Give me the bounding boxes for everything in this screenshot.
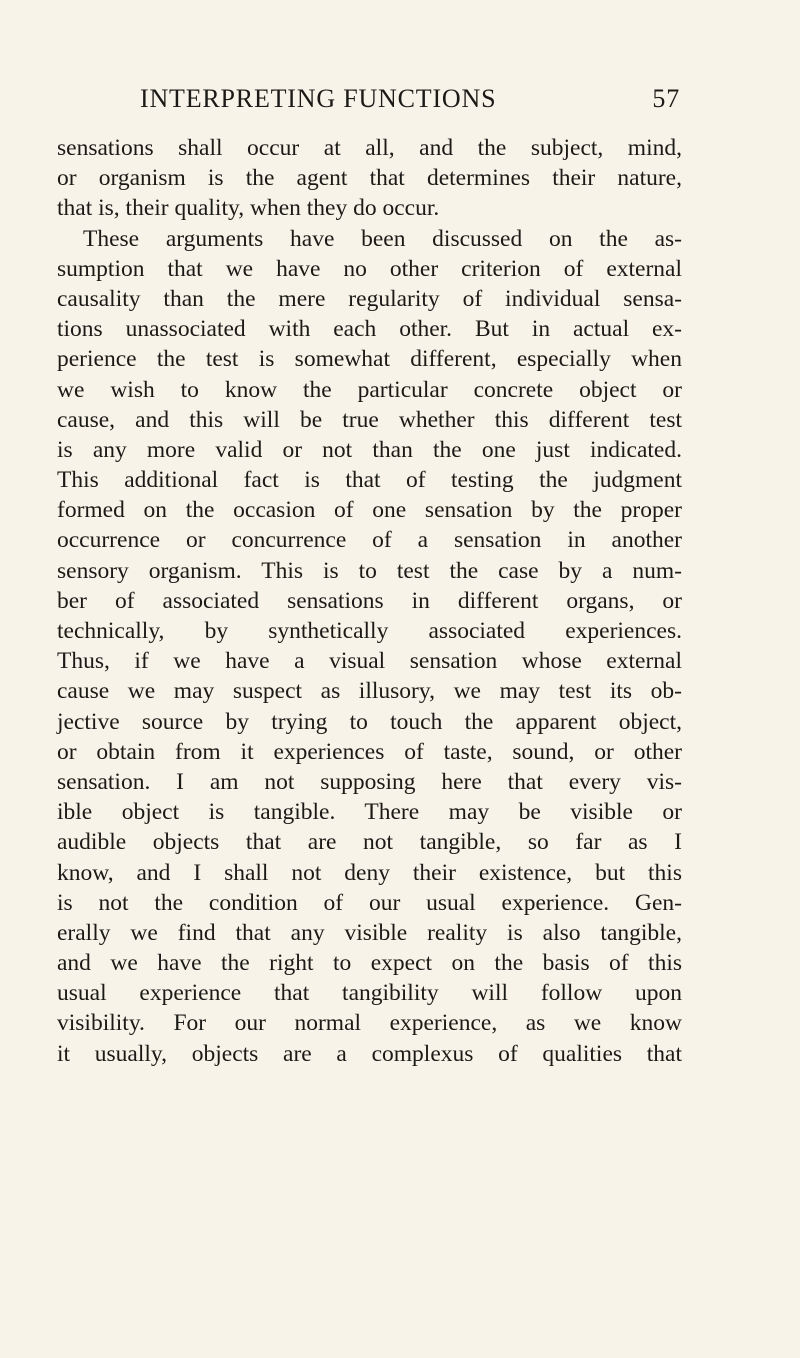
text-line: erally we find that any visible reality is also tangible, xyxy=(57,919,682,946)
text-line: cause we may suspect as illusory, we may test its ob- xyxy=(57,678,682,705)
text-line: is any more valid or not than the one just indicated. xyxy=(57,436,682,463)
text-line: or obtain from it experiences of taste, sound, or other xyxy=(57,738,682,765)
text-line: These arguments have been discussed on the as- xyxy=(83,225,682,252)
text-line: Thus, if we have a visual sensation whose external xyxy=(57,648,682,675)
text-line: sensations shall occur at all, and the subject, mind, xyxy=(57,135,682,161)
text-line: occurrence or concurrence of a sensation in another xyxy=(57,527,682,554)
text-line: is not the condition of our usual experience. Gen- xyxy=(57,889,682,916)
text-line: sumption that we have no other criterion of external xyxy=(57,255,682,282)
text-line: ber of associated sensations in different organs, or xyxy=(57,587,682,614)
text-line: know, and I shall not deny their existence, but this xyxy=(57,859,682,886)
text-line: This additional fact is that of testing the judgment xyxy=(57,467,682,494)
text-line: we wish to know the particular concrete object or xyxy=(57,376,682,403)
page-number: 57 xyxy=(652,84,680,113)
body-text xyxy=(57,133,682,1069)
text-line: sensation. I am not supposing here that every vis- xyxy=(57,768,682,795)
text-line: it usually, objects are a complexus of qualities that xyxy=(57,1040,682,1067)
text-line: visibility. For our normal experience, as we know xyxy=(57,1010,682,1037)
text-line: usual experience that tangibility will follow upon xyxy=(57,980,682,1007)
text-line: jective source by trying to touch the apparent object, xyxy=(57,708,682,735)
text-line: tions unassociated with each other. But in actual ex- xyxy=(57,316,682,343)
text-line: causality than the mere regularity of individual sensa- xyxy=(57,285,682,312)
running-head xyxy=(140,84,680,118)
text-line: or organism is the agent that determines their nature, xyxy=(57,165,682,192)
text-line: that is, their quality, when they do occur. xyxy=(57,195,440,222)
text-line: cause, and this will be true whether this different test xyxy=(57,406,682,433)
text-line: perience the test is somewhat different, especially when xyxy=(57,346,682,373)
text-line: technically, by synthetically associated experiences. xyxy=(57,618,682,644)
text-line: audible objects that are not tangible, so far as I xyxy=(57,829,682,856)
text-line: ible object is tangible. There may be visible or xyxy=(57,799,682,826)
running-title: INTERPRETING FUNCTIONS xyxy=(140,84,497,113)
text-line: and we have the right to expect on the basis of this xyxy=(57,950,682,977)
text-line: sensory organism. This is to test the case by a num- xyxy=(57,557,682,584)
text-line: formed on the occasion of one sensation by the proper xyxy=(57,497,682,524)
